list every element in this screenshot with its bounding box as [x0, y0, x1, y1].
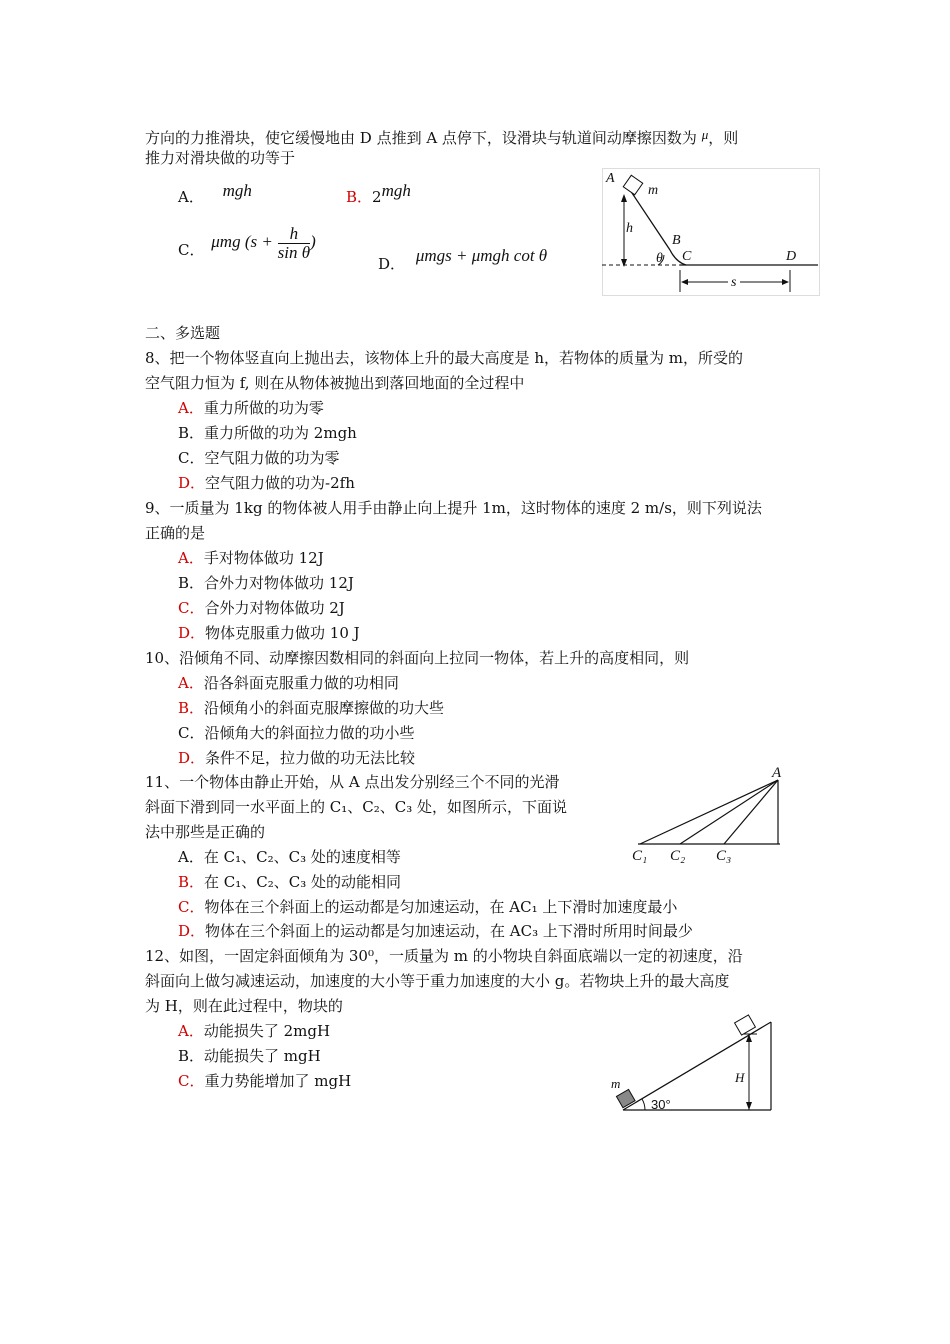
q7-option-b-expr: mgh: [381, 181, 411, 200]
option-text: 物体克服重力做功 10 J: [205, 624, 360, 642]
q11-slopes-figure: [630, 764, 790, 866]
q11-option-c: [178, 896, 677, 918]
label-a: A: [772, 765, 782, 781]
option-text: 空气阻力做的功为-2fh: [205, 474, 355, 492]
option-letter: A．: [178, 674, 204, 692]
slider-block: [623, 175, 642, 194]
slope-c3: [724, 780, 778, 844]
option-text: 合外力对物体做功 12J: [204, 574, 354, 592]
q7-mu-symbol: μ: [701, 127, 709, 142]
q11-line1: 11、一个物体由静止开始，从 A 点出发分别经三个不同的光滑: [145, 773, 560, 791]
q9-line1: 9、一质量为 1kg 的物体被人用手由静止向上提升 1m，这时物体的速度 2 m/s，则下列说法: [145, 499, 762, 517]
q9-option-d: [178, 622, 360, 644]
q12-option-a: [178, 1020, 330, 1042]
q12-line1: 12、如图，一固定斜面倾角为 30⁰，一质量为 m 的小物块自斜面底端以一定的初速度，沿: [145, 947, 743, 965]
option-text: 重力所做的功为零: [203, 399, 324, 417]
q12-line3: 为 H，则在此过程中，物块的: [145, 997, 343, 1015]
option-letter: C．: [178, 599, 205, 617]
q7-stem-line1: [145, 124, 738, 149]
arrow-head: [746, 1034, 752, 1042]
arrow-head: [746, 1102, 752, 1110]
option-text: 在 C₁、C₂、C₃ 处的速度相等: [203, 848, 401, 866]
q11-line2: 斜面下滑到同一水平面上的 C₁、C₂、C₃ 处，如图所示，下面说: [145, 798, 568, 816]
q7-stem-text: 方向的力推滑块，使它缓慢地由 D 点推到 A 点停下，设滑块与轨道间动摩擦因数为: [145, 129, 697, 147]
label-angle: 30°: [651, 1097, 671, 1112]
slope-c1: [640, 780, 778, 844]
q10-line1: 10、沿倾角不同、动摩擦因数相同的斜面向上拉同一物体，若上升的高度相同，则: [145, 649, 690, 667]
option-letter: A．: [178, 848, 204, 866]
q7-option-b-coef: 2: [372, 188, 382, 206]
option-letter: D．: [178, 624, 206, 642]
q7-option-c-pre: μmg (s +: [211, 232, 273, 251]
option-letter: C．: [178, 724, 205, 742]
q11-line3: 法中那些是正确的: [145, 823, 266, 841]
label-a: A: [606, 171, 615, 186]
option-text: 物体在三个斜面上的运动都是匀加速运动，在 AC₁ 上下滑时加速度最小: [204, 898, 678, 916]
option-text: 手对物体做功 12J: [203, 549, 324, 567]
q10-option-c: [178, 722, 415, 744]
fraction-denominator: sin θ: [277, 242, 311, 262]
arrow-head: [681, 279, 688, 285]
q7-incline-figure: [602, 168, 820, 296]
q9-option-a: [178, 547, 324, 569]
option-text: 重力势能增加了 mgH: [204, 1072, 352, 1090]
option-letter: A．: [178, 399, 204, 417]
arrow-head: [621, 194, 627, 202]
label-m: m: [648, 183, 659, 198]
arrow-head: [782, 279, 789, 285]
q8-option-a: [178, 397, 324, 419]
q11-option-a: [178, 846, 401, 868]
q10-option-a: [178, 672, 399, 694]
q8-line2: 空气阻力恒为 f, 则在从物体被抛出到落回地面的全过程中: [145, 374, 525, 392]
q11-option-b: [178, 871, 401, 893]
option-letter: B．: [178, 424, 205, 442]
label-h: h: [626, 221, 633, 236]
incline-line: [630, 190, 670, 250]
q7-option-d: [378, 245, 547, 275]
label-theta: θ: [656, 251, 663, 266]
option-letter: B．: [346, 188, 373, 206]
option-text: 合外力对物体做功 2J: [204, 599, 345, 617]
option-letter: A．: [178, 549, 204, 567]
label-s: s: [731, 275, 737, 290]
option-text: 动能损失了 2mgH: [203, 1022, 331, 1040]
q10-option-d: [178, 747, 415, 769]
option-letter: D．: [178, 749, 206, 767]
q12-incline-figure: [605, 1012, 777, 1116]
option-text: 沿各斜面克服重力做的功相同: [203, 674, 399, 692]
angle-arc: [642, 1099, 645, 1110]
option-letter: D．: [178, 922, 206, 940]
label-c3: C₃: [716, 848, 732, 864]
q7-stem-tail: ，则: [708, 129, 739, 147]
option-letter: C．: [178, 241, 205, 259]
option-letter: B．: [178, 873, 205, 891]
option-letter: A．: [178, 1022, 204, 1040]
label-h: H: [735, 1070, 745, 1085]
slope-c2: [680, 780, 778, 844]
option-text: 动能损失了 mgH: [204, 1047, 321, 1065]
label-d: D: [786, 249, 797, 264]
option-text: 重力所做的功为 2mgh: [204, 424, 357, 442]
q7-option-a: [178, 180, 252, 208]
fraction-numerator: h: [278, 225, 310, 244]
option-letter: D．: [378, 255, 406, 273]
q7-option-d-expr: μmgs + μmgh cot θ: [415, 246, 548, 265]
section-multiple-choice: 二、多选题: [145, 324, 221, 342]
q9-line2: 正确的是: [145, 524, 206, 542]
q8-line1: 8、把一个物体竖直向上抛出去，该物体上升的最大高度是 h，若物体的质量为 m，所受的: [145, 349, 743, 367]
q7-option-c-fraction: [278, 225, 310, 262]
option-letter: C．: [178, 449, 205, 467]
label-c: C: [682, 249, 692, 264]
option-text: 条件不足，拉力做的功无法比较: [205, 749, 416, 767]
label-m: m: [611, 1076, 621, 1091]
option-letter: B．: [178, 574, 205, 592]
q7-option-a-expr: mgh: [222, 181, 252, 200]
label-b: B: [672, 233, 681, 248]
q9-option-b: [178, 572, 354, 594]
q8-option-c: [178, 447, 340, 469]
q12-option-b: [178, 1045, 321, 1067]
q12-option-c: [178, 1070, 351, 1092]
option-letter: B．: [178, 1047, 205, 1065]
q7-option-c: [178, 222, 316, 270]
q9-option-c: [178, 597, 345, 619]
q8-option-b: [178, 422, 357, 444]
option-text: 沿倾角小的斜面克服摩擦做的功大些: [204, 699, 445, 717]
option-text: 空气阻力做的功为零: [204, 449, 340, 467]
label-c2: C₂: [670, 848, 686, 864]
option-text: 沿倾角大的斜面拉力做的功小些: [204, 724, 415, 742]
q7-option-b: [346, 180, 411, 208]
q7-option-c-post: ): [310, 232, 316, 251]
option-text: 物体在三个斜面上的运动都是匀加速运动，在 AC₃ 上下滑时所用时间最少: [205, 922, 693, 940]
arrow-head: [621, 259, 627, 267]
q10-option-b: [178, 697, 444, 719]
option-letter: C．: [178, 1072, 205, 1090]
q7-stem-line2: 推力对滑块做的功等于: [145, 149, 296, 167]
option-letter: B．: [178, 699, 205, 717]
q8-option-d: [178, 472, 355, 494]
block-top: [735, 1015, 756, 1035]
q12-line2: 斜面向上做匀减速运动，加速度的大小等于重力加速度的大小 g。若物块上升的最大高度: [145, 972, 730, 990]
label-c1: C₁: [632, 848, 648, 864]
q11-option-d: [178, 920, 693, 942]
option-text: 在 C₁、C₂、C₃ 处的动能相同: [204, 873, 402, 891]
option-letter: A．: [178, 188, 204, 206]
option-letter: C．: [178, 898, 205, 916]
option-letter: D．: [178, 474, 206, 492]
